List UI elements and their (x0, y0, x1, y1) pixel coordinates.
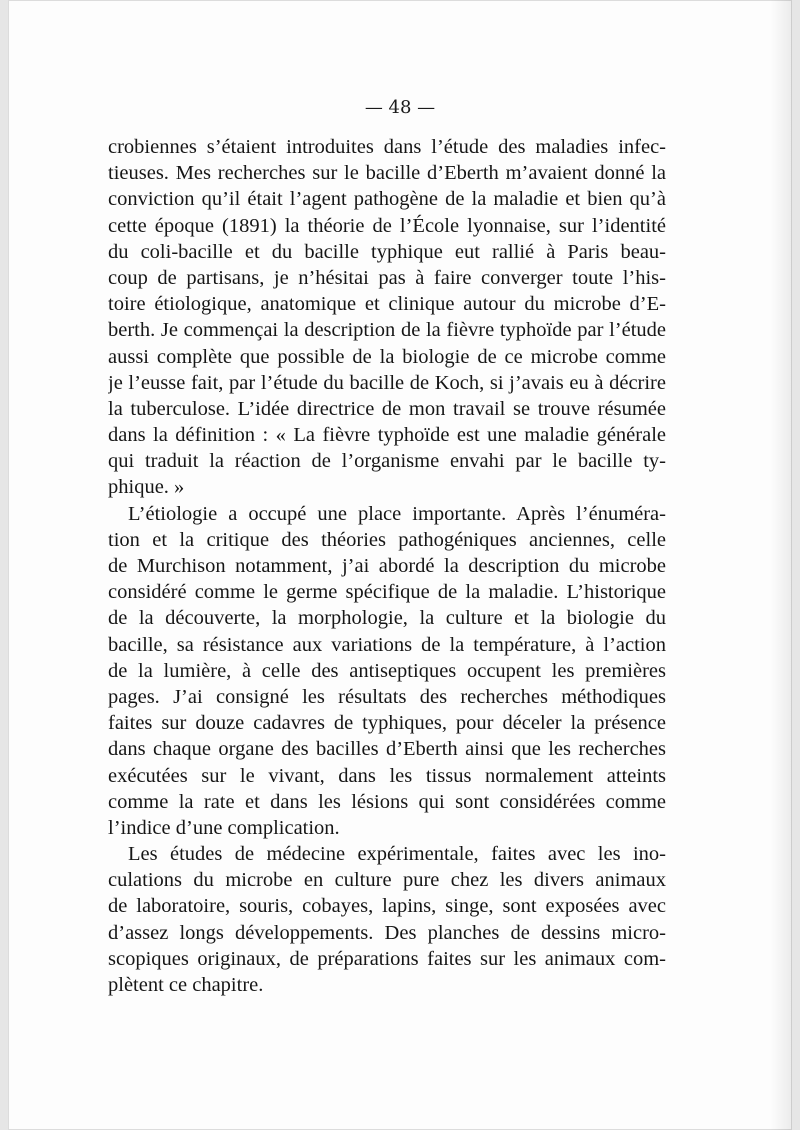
body-text (108, 134, 666, 998)
text-line: de la lumière, à celle des antiseptiques occupent les premières (108, 659, 666, 682)
text-line: conviction qu’il était l’agent pathogène de la maladie et bien qu’à (108, 188, 666, 211)
text-line: tion et la critique des théories pathogéniques anciennes, celle (108, 528, 666, 551)
text-line: pages. J’ai consigné les résultats des recherches méthodiques (108, 685, 666, 708)
text-line: qui traduit la réaction de l’organisme envahi par le bacille ty- (108, 450, 666, 473)
page-number: — 48 — (364, 97, 436, 118)
book-page (8, 0, 792, 1130)
text-line: coup de partisans, je n’hésitai pas à faire converger toute l’his- (108, 266, 666, 289)
text-line: crobiennes s’étaient introduites dans l’étude des maladies infec- (108, 136, 666, 158)
text-line: phique. » (108, 476, 185, 499)
text-line: toire étiologique, anatomique et clinique autour du microbe d’E- (108, 293, 666, 316)
text-line: scopiques originaux, de préparations faites sur les animaux com- (108, 947, 666, 970)
text-line: de laboratoire, souris, cobayes, lapins, singe, sont exposées avec (108, 895, 666, 918)
text-line: je l’eusse fait, par l’étude du bacille de Koch, si j’avais eu à décrire (108, 371, 666, 394)
text-line: la tuberculose. L’idée directrice de mon travail se trouve résumée (108, 397, 666, 420)
text-line: Les études de médecine expérimentale, faites avec les ino- (128, 843, 666, 866)
text-line: de Murchison notamment, j’ai abordé la description du microbe (108, 555, 666, 577)
text-line: du coli-bacille et du bacille typhique eut rallié à Paris beau- (108, 240, 666, 263)
text-line: dans la définition : « La fièvre typhoïde est une maladie générale (108, 424, 666, 447)
text-line: aussi complète que possible de la biologie de ce microbe comme (108, 345, 666, 368)
text-line: comme la rate et dans les lésions qui sont considérées comme (108, 790, 666, 813)
text-line: L’étiologie a occupé une place importante. Après l’énuméra- (128, 502, 666, 525)
text-line: bacille, sa résistance aux variations de la température, à l’action (108, 633, 666, 656)
text-line: faites sur douze cadavres de typhiques, pour déceler la présence (108, 712, 666, 735)
text-line: culations du microbe en culture pure chez les divers animaux (108, 869, 666, 892)
text-line: tieuses. Mes recherches sur le bacille d’Eberth m’avaient donné la (108, 162, 666, 185)
text-line: exécutées sur le vivant, dans les tissus normalement atteints (108, 764, 666, 787)
text-line: dans chaque organe des bacilles d’Eberth ainsi que les recherches (108, 738, 666, 761)
text-line: d’assez longs développements. Des planches de dessins micro- (108, 921, 666, 944)
text-line: de la découverte, la morphologie, la culture et la biologie du (108, 607, 666, 630)
text-line: cette époque (1891) la théorie de l’École lyonnaise, sur l’identité (108, 214, 666, 237)
text-line: berth. Je commençai la description de la fièvre typhoïde par l’étude (108, 319, 666, 342)
text-line: considéré comme le germe spécifique de la maladie. L’historique (108, 581, 666, 604)
text-line: l’indice d’une complication. (108, 816, 340, 839)
text-line: plètent ce chapitre. (108, 974, 264, 996)
